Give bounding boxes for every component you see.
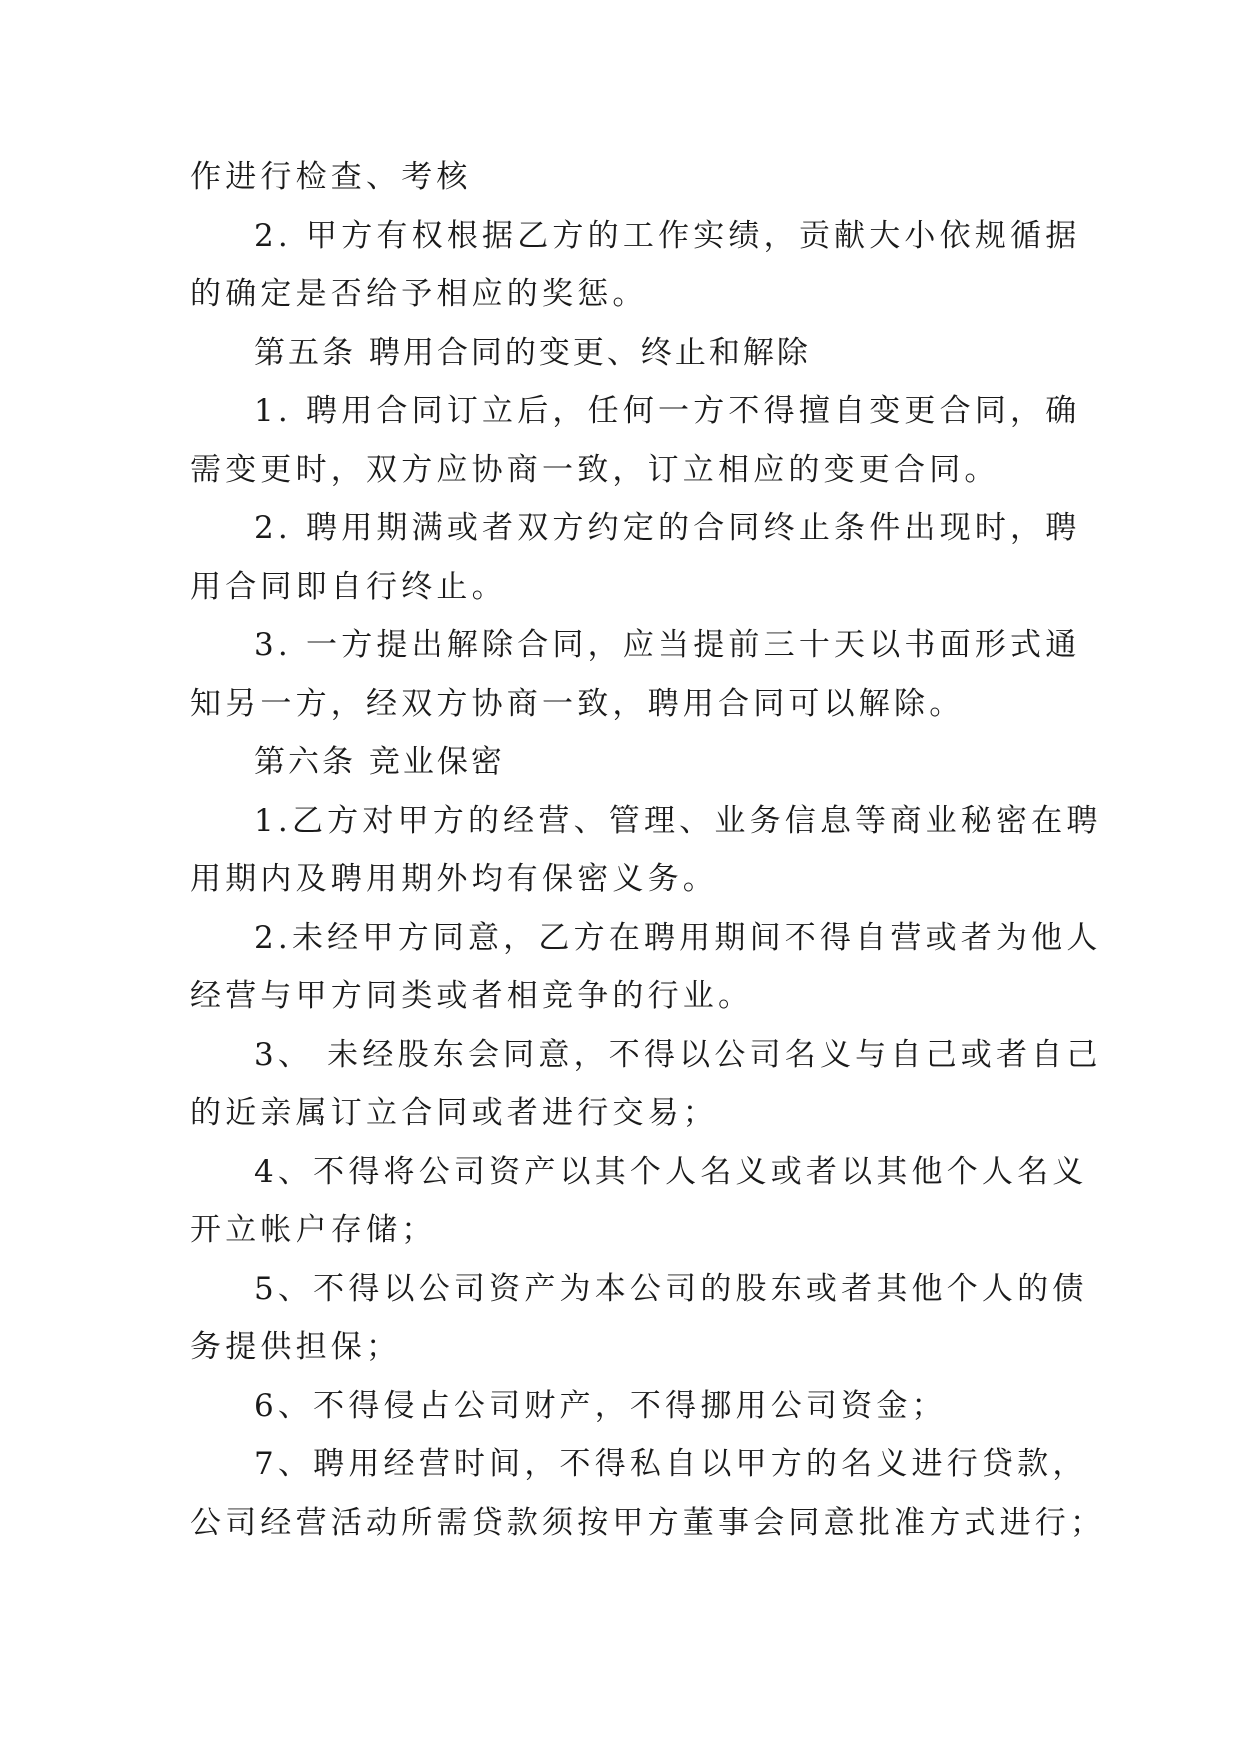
text-line: 需变更时，双方应协商一致，订立相应的变更合同。 (190, 451, 1000, 488)
clause-item: 2. 甲方有权根据乙方的工作实绩，贡献大小依规循据 (254, 217, 1081, 254)
clause-item: 4、不得将公司资产以其个人名义或者以其他个人名义 (254, 1153, 1088, 1190)
clause-item: 6、不得侵占公司财产，不得挪用公司资金； (254, 1387, 947, 1424)
clause-item: 2.未经甲方同意，乙方在聘用期间不得自营或者为他人 (254, 919, 1102, 956)
text-line: 作进行检查、考核 (190, 159, 472, 195)
document-body (190, 148, 1106, 1552)
text-line: 用合同即自行终止。 (190, 568, 507, 605)
text-line: 的确定是否给予相应的奖惩。 (190, 276, 648, 312)
section-heading: 第五条 聘用合同的变更、终止和解除 (254, 334, 811, 371)
clause-item: 3. 一方提出解除合同，应当提前三十天以书面形式通 (254, 627, 1081, 663)
clause-item: 7、聘用经营时间，不得私自以甲方的名义进行贷款， (254, 1446, 1088, 1482)
clause-item: 3、 未经股东会同意，不得以公司名义与自己或者自己 (254, 1036, 1102, 1073)
text-line: 经营与甲方同类或者相竞争的行业。 (190, 978, 754, 1014)
text-line: 用期内及聘用期外均有保密义务。 (190, 861, 718, 897)
clause-item: 5、不得以公司资产为本公司的股东或者其他个人的债 (254, 1270, 1088, 1307)
clause-item: 2. 聘用期满或者双方约定的合同终止条件出现时，聘 (254, 510, 1081, 546)
clause-item: 1. 聘用合同订立后，任何一方不得擅自变更合同，确 (254, 393, 1081, 429)
clause-item: 1.乙方对甲方的经营、管理、业务信息等商业秘密在聘 (254, 802, 1102, 839)
text-line: 开立帐户存储； (190, 1212, 437, 1248)
text-line: 的近亲属订立合同或者进行交易； (190, 1095, 718, 1131)
section-heading: 第六条 竞业保密 (254, 744, 505, 780)
text-line: 务提供担保； (190, 1329, 402, 1365)
text-line: 知另一方，经双方协商一致，聘用合同可以解除。 (190, 685, 965, 722)
text-line: 公司经营活动所需贷款须按甲方董事会同意批准方式进行； (190, 1504, 1106, 1541)
